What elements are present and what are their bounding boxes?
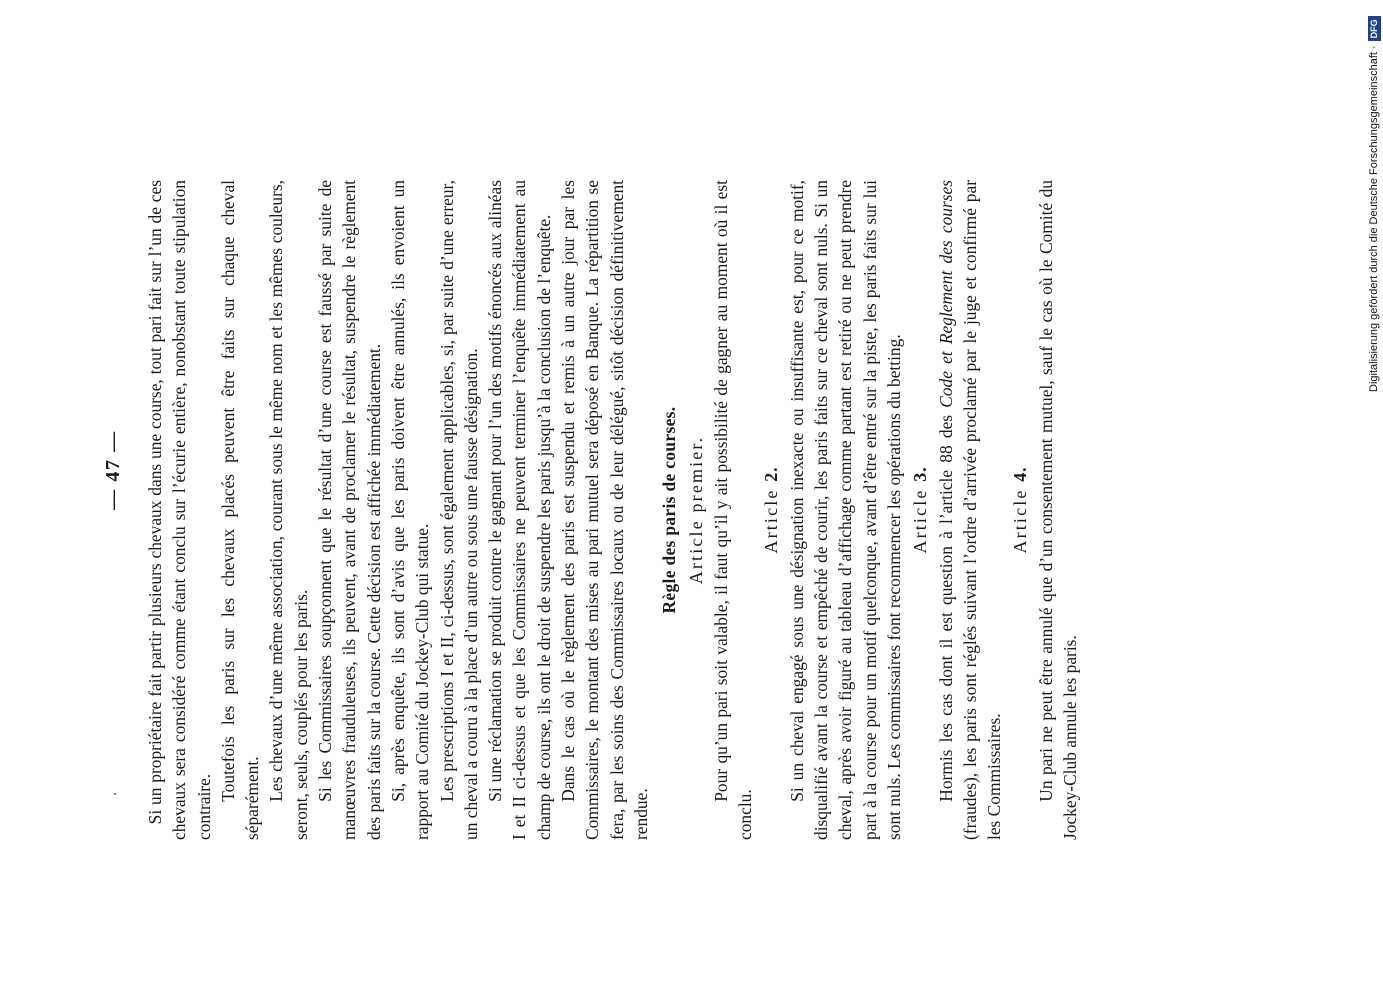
article-number: premier. xyxy=(685,435,706,513)
article-number: 2. xyxy=(761,466,782,482)
page-text-block xyxy=(102,180,1233,840)
code-reference: Code et Reglement des courses xyxy=(935,180,956,408)
article-2-heading xyxy=(759,180,783,840)
article-4-heading xyxy=(1008,180,1032,840)
article-3-text-after: (fraudes), les paris sont réglés suivant l’ordre d’arrivée proclamé par le juge et confirmé par les Commissaires. xyxy=(959,180,1005,840)
section-title: Règle des paris de courses. xyxy=(659,406,680,614)
article-4-text: Un pari ne peut être annulé que d’un consentement mutuel, sauf le cas où le Comité du Jockey-Club annule les paris. xyxy=(1035,180,1080,840)
article-word: Article xyxy=(910,488,931,554)
intro-paragraph: Dans le cas où le règlement des paris est suspendu et remis à un autre jour par les Commissaires, le montant des mises au pari mutuel sera déposé en Banque. La répartition se fera, par les soins des Commissaires locaux ou de leur délégué, sitôt décision définitivement rendue. xyxy=(558,180,651,840)
intro-paragraph: Si les Commissaires soupçonnent que le résultat d’une course est faussé par suite de manœuvres frauduleuses, ils peuvent, avant de proclamer le résultat, suspendre le règlement des paris faits sur la course. Cette décision est affichée immédiatement. xyxy=(315,180,384,840)
article-3-text-before: Hormis les cas dont il est question à l’article 88 des xyxy=(935,407,956,802)
intro-paragraph: Si, après enquête, ils sont d’avis que les paris doivent être annulés, ils envoient un rapport au Comité du Jockey-Club qui statue. xyxy=(387,180,433,840)
intro-paragraph: Si une réclamation se produit contre le gagnant pour l’un des motifs énoncés aux alinéas I et II ci-dessus et que les Commissaires ne peuvent terminer l’enquête immédiatement au champ de course, ils ont le droit de suspendre les paris jusqu’à la conclusion de l’enquête. xyxy=(485,180,554,840)
article-word: Article xyxy=(1010,488,1031,554)
article-word: Article xyxy=(685,519,706,585)
credit-text: Digitalisierung gefördert durch die Deutsche Forschungsgemeinschaft · xyxy=(1368,45,1380,392)
article-2-text: Si un cheval engagé sous une désignation inexacte ou insuffisante est, pour ce motif, disqualifié avant la course et empêché de courir, les paris faits sur ce cheval sont nuls. Si un cheval, après avoir figuré au tableau d’affichage comme partant est retiré ou ne peut prendre part à la course pour un motif quelconque, avant d’être entré sur la piste, les paris faits sur lui sont nuls. Les commissaires font recommencer les opérations du betting. xyxy=(786,180,904,840)
intro-paragraph: Les chevaux d’une même association, courant sous le même nom et les mêmes couleurs, seront, seuls, couplés pour les paris. xyxy=(266,180,311,840)
article-premier-text: Pour qu’un pari soit valable, il faut qu’il y ait possibilité de gagner au moment où il est conclu. xyxy=(710,180,756,840)
digitization-credit xyxy=(1366,7,1382,392)
intro-paragraph: Les prescriptions I et II, ci-dessus, sont également applicables, si, par suite d’une erreur, un cheval a couru à la place d’un autre ou sous une fausse désignation. xyxy=(436,180,481,840)
intro-paragraph: Toutefois les paris sur les chevaux placés peuvent être faits sur chaque cheval séparément. xyxy=(217,180,263,840)
article-premier-heading xyxy=(684,180,708,840)
article-3-text xyxy=(934,180,1007,840)
article-3-heading xyxy=(908,180,932,840)
page-number: — 47 — xyxy=(102,430,124,510)
dfg-logo: DFG xyxy=(1368,16,1381,41)
intro-paragraph: Si un propriétaire fait partir plusieurs chevaux dans une course, tout pari fait sur l’un de ces chevaux sera considéré comme étant conclu sur l’écurie entière, nonobstant toute stipulation contraire. xyxy=(145,180,214,840)
article-number: 4. xyxy=(1010,466,1031,482)
article-word: Article xyxy=(761,488,782,554)
article-number: 3. xyxy=(910,466,931,482)
scan-speck xyxy=(114,793,116,795)
